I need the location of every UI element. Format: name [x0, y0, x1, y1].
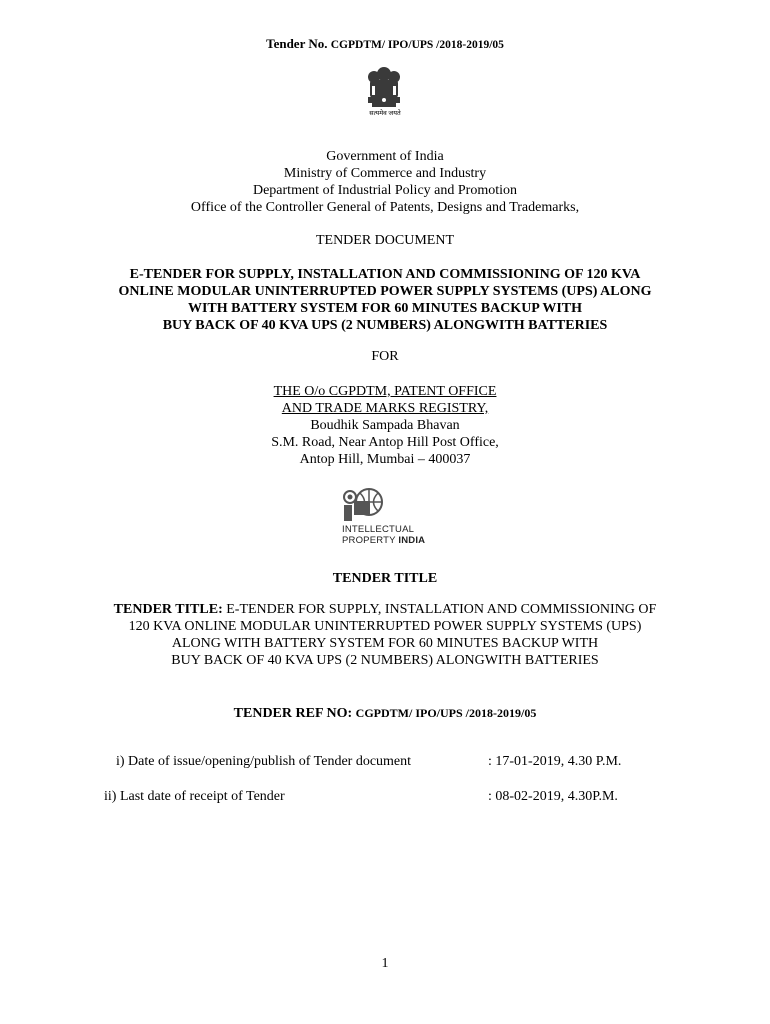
ipi-logo-india: INDIA [398, 535, 426, 546]
gov-line-2: Ministry of Commerce and Industry [283, 166, 487, 181]
tender-title-text-1: E-TENDER FOR SUPPLY, INSTALLATION AND COMMISSIONING OF [222, 602, 657, 617]
address-line-3: Antop Hill, Mumbai – 400037 [299, 452, 471, 467]
main-title-line-2: ONLINE MODULAR UNINTERRUPTED POWER SUPPLY SYSTEMS (UPS) ALONG [118, 284, 652, 299]
tender-document-heading: TENDER DOCUMENT [315, 233, 455, 248]
date-receipt-label: ii) Last date of receipt of Tender [104, 789, 285, 804]
tender-title-line-3: ALONG WITH BATTERY SYSTEM FOR 60 MINUTES BACKUP WITH [171, 636, 599, 651]
gov-line-4: Office of the Controller General of Patents, Designs and Trademarks, [190, 200, 580, 215]
address-line-2: S.M. Road, Near Antop Hill Post Office, [271, 435, 499, 450]
address-line-1: Boudhik Sampada Bhavan [310, 418, 460, 433]
main-title-line-4: BUY BACK OF 40 KVA UPS (2 NUMBERS) ALONGWITH BATTERIES [162, 318, 608, 333]
page-number: 1 [381, 956, 389, 971]
gov-line-3: Department of Industrial Policy and Promotion [252, 183, 517, 198]
tender-number-prefix: Tender No. [266, 36, 331, 51]
ipi-logo-text [342, 524, 425, 546]
tender-ref-line [0, 705, 770, 722]
tender-title-line-1 [0, 601, 770, 618]
address-office-line-2: AND TRADE MARKS REGISTRY, [281, 401, 489, 416]
date-issue-label: i) Date of issue/opening/publish of Tender document [116, 754, 412, 769]
tender-title-label: TENDER TITLE: [113, 602, 223, 617]
date-issue-value: : 17-01-2019, 4.30 P.M. [488, 754, 622, 769]
for-label: FOR [371, 349, 399, 364]
address-block [0, 383, 770, 468]
tender-title-line-4: BUY BACK OF 40 KVA UPS (2 NUMBERS) ALONGWITH BATTERIES [171, 653, 599, 668]
gov-line-1: Government of India [326, 149, 444, 164]
emblem-motto: सत्यमेव जयते [369, 110, 401, 117]
tender-number-header [0, 36, 770, 52]
tender-number-value: CGPDTM/ IPO/UPS /2018-2019/05 [330, 39, 504, 51]
ipi-logo-line-1: INTELLECTUAL [342, 524, 415, 535]
address-office-line-1: THE O/o CGPDTM, PATENT OFFICE [273, 384, 497, 399]
main-title-line-1: E-TENDER FOR SUPPLY, INSTALLATION AND COMMISSIONING OF 120 KVA [129, 267, 641, 282]
tender-ref-number: CGPDTM/ IPO/UPS /2018-2019/05 [355, 706, 537, 720]
date-receipt-value: : 08-02-2019, 4.30P.M. [488, 789, 618, 804]
main-title-line-3: WITH BATTERY SYSTEM FOR 60 MINUTES BACKUP WITH [187, 301, 583, 316]
ipi-logo-property: PROPERTY [342, 535, 399, 546]
tender-title-line-2: 120 KVA ONLINE MODULAR UNINTERRUPTED POWER SUPPLY SYSTEMS (UPS) [128, 619, 642, 634]
ipi-logo-line-2 [342, 535, 425, 546]
government-block [0, 148, 770, 216]
main-title [0, 266, 770, 334]
tender-title-heading: TENDER TITLE [332, 571, 438, 586]
tender-title-block [0, 601, 770, 669]
tender-ref-label: TENDER REF NO: [233, 706, 356, 721]
